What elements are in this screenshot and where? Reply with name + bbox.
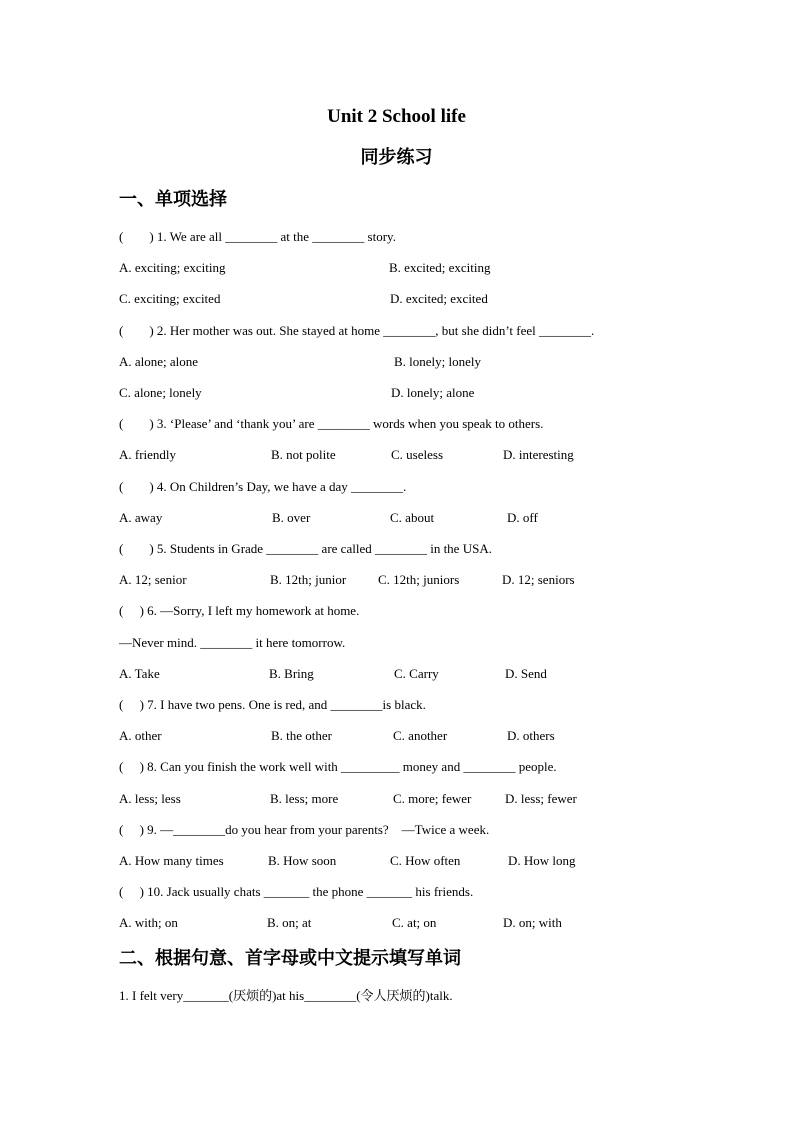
answer-option: B. on; at — [267, 915, 312, 930]
question-stem: ( ) 10. Jack usually chats _______ the phone _______ his friends. — [119, 884, 474, 899]
answer-option: D. lonely; alone — [391, 385, 475, 400]
answer-option: D. 12; seniors — [502, 572, 575, 587]
answer-option: A. How many times — [119, 853, 224, 868]
section-heading-1: 一、单项选择 — [119, 189, 227, 210]
answer-option: A. exciting; exciting — [119, 260, 226, 275]
fill-in-item: 1. I felt very_______(厌烦的)at his________(令人厌烦的)talk. — [119, 988, 453, 1003]
question-stem: ( ) 3. ‘Please’ and ‘thank you’ are ________ words when you speak to others. — [119, 416, 544, 431]
answer-option: D. off — [507, 510, 538, 525]
answer-option: C. about — [390, 510, 435, 525]
answer-option: A. friendly — [119, 447, 177, 462]
answer-option: A. less; less — [119, 791, 181, 806]
question-stem: ( ) 6. —Sorry, I left my homework at home. — [119, 603, 360, 618]
question-stem: ( ) 2. Her mother was out. She stayed at home ________, but she didn’t feel ________. — [119, 323, 595, 338]
answer-option: B. less; more — [270, 791, 339, 806]
answer-option: B. lonely; lonely — [394, 354, 482, 369]
answer-option: A. away — [119, 510, 163, 525]
answer-option: B. How soon — [268, 853, 337, 868]
answer-option: D. others — [507, 728, 555, 743]
question-stem: ( ) 1. We are all ________ at the ________ story. — [119, 229, 396, 244]
answer-option: B. not polite — [271, 447, 336, 462]
answer-option: D. on; with — [503, 915, 562, 930]
answer-option: A. other — [119, 728, 162, 743]
question-stem-continued: —Never mind. ________ it here tomorrow. — [119, 635, 346, 650]
answer-option: A. alone; alone — [119, 354, 199, 369]
answer-option: D. interesting — [503, 447, 574, 462]
answer-option: D. How long — [508, 853, 576, 868]
answer-option: B. Bring — [269, 666, 314, 681]
answer-option: C. 12th; juniors — [378, 572, 460, 587]
answer-option: C. exciting; excited — [119, 291, 221, 306]
question-stem: ( ) 9. —________do you hear from your parents? —Twice a week. — [119, 822, 490, 837]
question-stem: ( ) 8. Can you finish the work well with _________ money and ________ people. — [119, 759, 557, 774]
answer-option: C. How often — [390, 853, 461, 868]
answer-option: C. alone; lonely — [119, 385, 202, 400]
answer-option: B. over — [272, 510, 311, 525]
answer-option: C. at; on — [392, 915, 437, 930]
answer-option: D. less; fewer — [505, 791, 577, 806]
answer-option: D. Send — [505, 666, 547, 681]
page-subtitle: 同步练习 — [360, 147, 433, 168]
question-stem: ( ) 5. Students in Grade ________ are called ________ in the USA. — [119, 541, 492, 556]
answer-option: C. more; fewer — [393, 791, 472, 806]
answer-option: D. excited; excited — [390, 291, 488, 306]
question-stem: ( ) 7. I have two pens. One is red, and ________is black. — [119, 697, 426, 712]
answer-option: C. another — [393, 728, 448, 743]
section-heading-2: 二、根据句意、首字母或中文提示填写单词 — [119, 948, 461, 969]
answer-option: B. 12th; junior — [270, 572, 347, 587]
answer-option: B. the other — [271, 728, 333, 743]
answer-option: C. Carry — [394, 666, 439, 681]
answer-option: A. with; on — [119, 915, 178, 930]
page-title: Unit 2 School life — [327, 106, 466, 127]
question-stem: ( ) 4. On Children’s Day, we have a day ________. — [119, 479, 407, 494]
answer-option: C. useless — [391, 447, 443, 462]
answer-option: A. 12; senior — [119, 572, 187, 587]
answer-option: A. Take — [119, 666, 160, 681]
answer-option: B. excited; exciting — [389, 260, 491, 275]
